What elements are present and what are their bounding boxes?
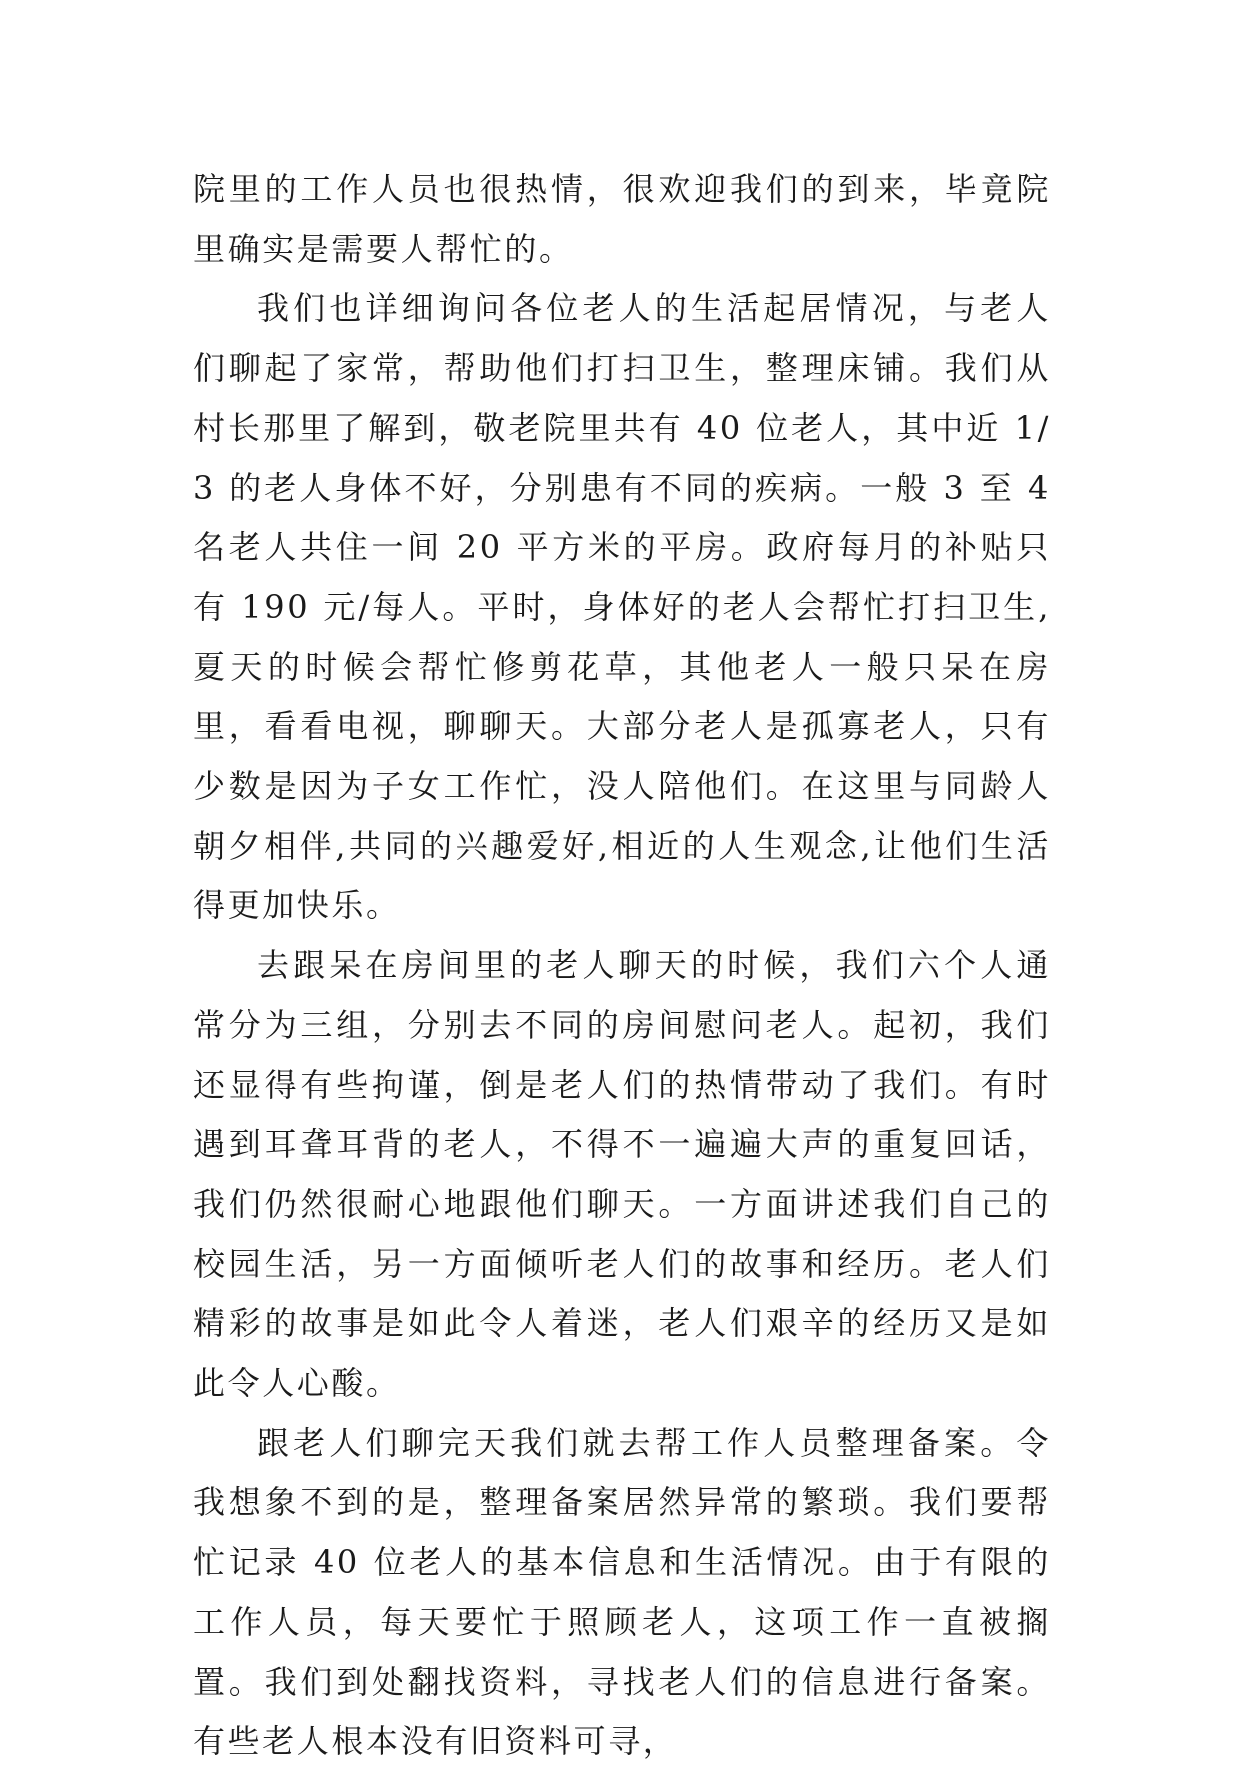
paragraph-chatting-with-elderly: 去跟呆在房间里的老人聊天的时候，我们六个人通常分为三组，分别去不同的房间慰问老人。起初，我们还显得有些拘谨，倒是老人们的热情带动了我们。有时遇到耳聋耳背的老人，不得不一遍遍大声的重复回话，我们仍然很耐心地跟他们聊天。一方面讲述我们自己的校园生活，另一方面倾听老人们的故事和经历。老人们精彩的故事是如此令人着迷，老人们艰辛的经历又是如此令人心酸。 [193, 946, 1051, 1403]
paragraph-elderly-living-conditions: 我们也详细询问各位老人的生活起居情况，与老人们聊起了家常，帮助他们打扫卫生，整理床铺。我们从村长那里了解到，敬老院里共有 40 位老人，其中近 1/3 的老人身体不好，分别患有不同的疾病。一般 3 至 4 名老人共住一间 20 平方米的平房。政府每月的补贴只有 190 元/每人。平时，身体好的老人会帮忙打扫卫生,夏天的时候会帮忙修剪花草，其他老人一般只呆在房里，看看电视，聊聊天。大部分老人是孤寡老人，只有少数是因为子女工作忙，没人陪他们。在这里与同龄人朝夕相伴,共同的兴趣爱好,相近的人生观念,让他们生活得更加快乐。 [193, 289, 1051, 925]
paragraph-filing-records: 跟老人们聊完天我们就去帮工作人员整理备案。令我想象不到的是，整理备案居然异常的繁琐。我们要帮忙记录 40 位老人的基本信息和生活情况。由于有限的工作人员，每天要忙于照顾老人，这项工作一直被搁置。我们到处翻找资料，寻找老人们的信息进行备案。有些老人根本没有旧资料可寻， [193, 1423, 1051, 1761]
body-text [193, 160, 1051, 1772]
paragraph-continuation: 院里的工作人员也很热情，很欢迎我们的到来，毕竟院里确实是需要人帮忙的。 [193, 170, 1051, 268]
